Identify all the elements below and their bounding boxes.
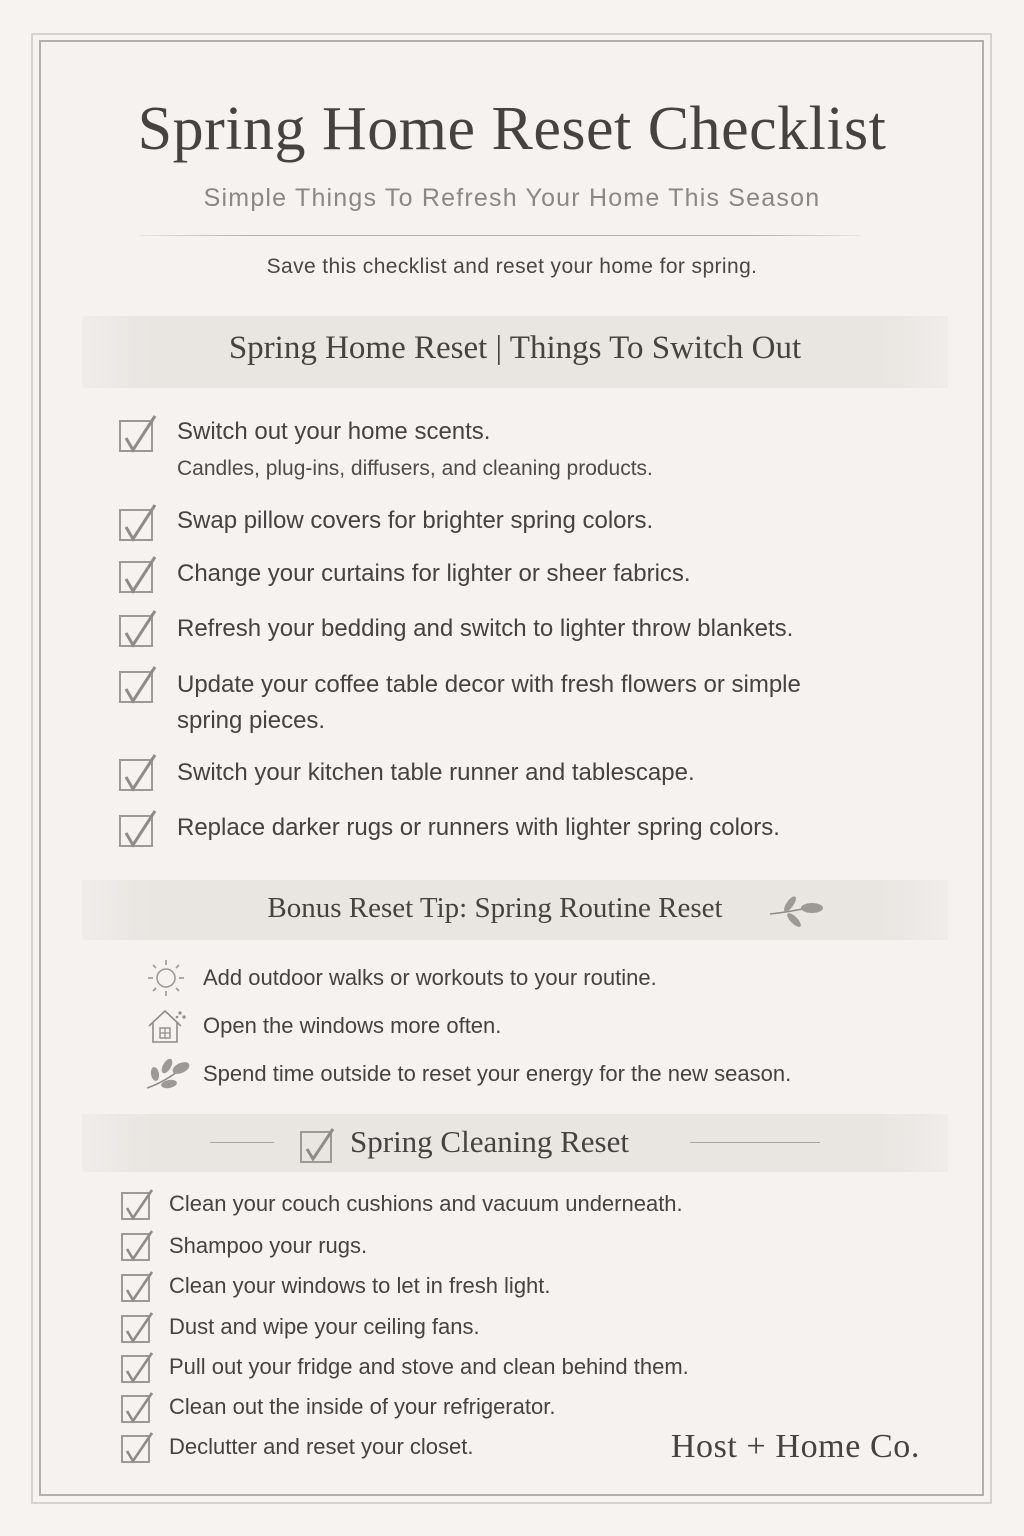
checkbox-shampoo-rugs[interactable]: [121, 1233, 150, 1261]
section-heading-switch-out: Spring Home Reset | Things To Switch Out: [228, 330, 802, 366]
heading-rule-left: [210, 1142, 274, 1143]
page-title: Spring Home Reset Checklist: [137, 95, 887, 163]
item-label: Update your coffee table decor with fresh flowers or simple: [177, 671, 801, 698]
checkbox-pillow-covers[interactable]: [119, 509, 153, 541]
item-label: Refresh your bedding and switch to lighter throw blankets.: [177, 615, 794, 642]
page-subtitle: Simple Things To Refresh Your Home This Season: [203, 184, 821, 212]
section-heading-cleaning: Spring Cleaning Reset: [350, 1124, 629, 1159]
checkbox-switch-scents[interactable]: [119, 420, 153, 452]
leaf-sprig-icon: [768, 894, 824, 928]
checkbox-bedding[interactable]: [119, 615, 153, 647]
item-detail: Candles, plug-ins, diffusers, and cleaning products.: [177, 457, 653, 480]
brand-signature: Host + Home Co.: [670, 1428, 920, 1465]
item-label: Swap pillow covers for brighter spring colors.: [177, 507, 654, 534]
cleaning-item-label: Dust and wipe your ceiling fans.: [169, 1314, 480, 1339]
checkmark-icon: [121, 1229, 155, 1261]
checkbox-fridge-stove[interactable]: [121, 1355, 150, 1383]
bonus-item-label: Spend time outside to reset your energy for the new season.: [203, 1061, 792, 1086]
bonus-item-label: Open the windows more often.: [203, 1013, 502, 1038]
checkbox-rugs[interactable]: [119, 815, 153, 847]
checkbox-kitchen-runner[interactable]: [119, 759, 153, 791]
checkbox-checked-icon: [300, 1131, 332, 1163]
save-note: Save this checklist and reset your home for spring.: [266, 255, 758, 278]
item-label: Replace darker rugs or runners with lighter spring colors.: [177, 814, 780, 841]
leaves-icon: [145, 1058, 191, 1090]
section-banner-cleaning: [82, 1114, 948, 1172]
cleaning-item-label: Clean your windows to let in fresh light.: [169, 1273, 551, 1298]
checkbox-refrigerator[interactable]: [121, 1395, 150, 1423]
checkmark-icon: [119, 665, 159, 703]
checkmark-icon: [121, 1188, 155, 1220]
header-divider: [140, 235, 860, 236]
item-label: Switch out your home scents.: [177, 418, 491, 445]
cleaning-item-label: Declutter and reset your closet.: [169, 1434, 474, 1459]
checkbox-coffee-table[interactable]: [119, 671, 153, 703]
section-banner-bonus: [82, 880, 948, 940]
checkmark-icon: [119, 555, 159, 593]
checkbox-ceiling-fans[interactable]: [121, 1315, 150, 1343]
item-label-line2: spring pieces.: [177, 707, 326, 734]
house-window-icon: [147, 1008, 187, 1044]
checkmark-icon: [121, 1351, 155, 1383]
cleaning-item-label: Clean your couch cushions and vacuum underneath.: [169, 1191, 683, 1216]
checkmark-icon: [119, 753, 159, 791]
checkmark-icon: [121, 1311, 155, 1343]
checkmark-icon: [119, 414, 159, 452]
bonus-item-label: Add outdoor walks or workouts to your routine.: [203, 965, 657, 990]
checkbox-closet[interactable]: [121, 1435, 150, 1463]
checkmark-icon: [119, 609, 159, 647]
checkbox-windows[interactable]: [121, 1274, 150, 1302]
cleaning-item-label: Clean out the inside of your refrigerator.: [169, 1394, 556, 1419]
checkmark-icon: [121, 1270, 155, 1302]
checkbox-curtains[interactable]: [119, 561, 153, 593]
checkmark-icon: [300, 1127, 336, 1163]
checkmark-icon: [119, 503, 159, 541]
heading-rule-right: [690, 1142, 820, 1143]
item-label: Change your curtains for lighter or sheer fabrics.: [177, 560, 691, 587]
checkmark-icon: [119, 809, 159, 847]
cleaning-item-label: Pull out your fridge and stove and clean behind them.: [169, 1354, 689, 1379]
item-label: Switch your kitchen table runner and tablescape.: [177, 759, 695, 786]
checkmark-icon: [121, 1391, 155, 1423]
checkbox-couch[interactable]: [121, 1192, 150, 1220]
cleaning-item-label: Shampoo your rugs.: [169, 1233, 368, 1258]
section-heading-bonus: Bonus Reset Tip: Spring Routine Reset: [267, 892, 723, 924]
sun-icon: [146, 958, 186, 998]
checkmark-icon: [121, 1431, 155, 1463]
section-banner-switch-out: [82, 316, 948, 388]
